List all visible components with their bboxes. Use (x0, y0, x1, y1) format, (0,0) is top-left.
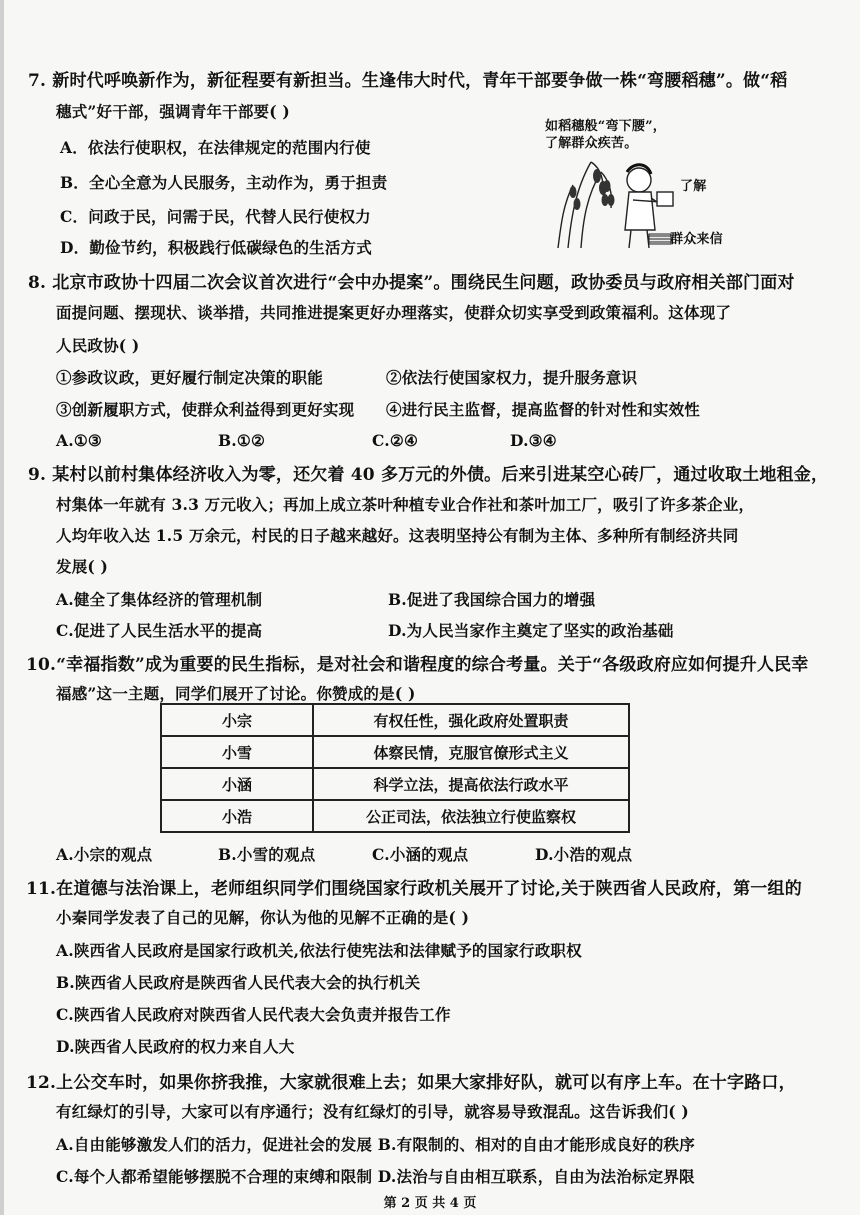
table-cell-name: 小宗 (161, 704, 313, 736)
table-row (161, 704, 629, 736)
q12-stem-line2: 有红绿灯的引导，大家可以有序通行；没有红绿灯的引导，就容易导致混乱。这告诉我们( ) (56, 1102, 689, 1121)
q8-statement-4: ④进行民主监督，提高监督的针对性和实效性 (386, 400, 701, 419)
q11-option-c: C.陕西省人民政府对陕西省人民代表大会负责并报告工作 (56, 1005, 451, 1024)
q8-option-c: C.②④ (372, 431, 419, 450)
table-cell-name: 小浩 (161, 800, 313, 832)
table-row (161, 736, 629, 768)
q9-stem-line3: 人均年收入达 1.5 万余元，村民的日子越来越好。这表明坚持公有制为主体、多种所有制经济共同 (56, 526, 739, 545)
q11-option-b: B.陕西省人民政府是陕西省人民代表大会的执行机关 (56, 973, 421, 992)
q8-option-a: A.①③ (56, 431, 103, 450)
q10-option-d: D.小浩的观点 (535, 845, 633, 864)
q10-option-b: B.小雪的观点 (218, 845, 316, 864)
q9-stem-line1: 9. 某村以前村集体经济收入为零，还欠着 40 多万元的外债。后来引进某空心砖厂，通过收取土地租金， (28, 465, 829, 485)
table-row (161, 800, 629, 832)
table-cell-view: 公正司法，依法独立行使监察权 (313, 800, 629, 832)
q11-stem-line1: 11.在道德与法治课上，老师组织同学们围绕国家行政机关展开了讨论,关于陕西省人民政府，第一组的 (26, 879, 802, 899)
q10-opinion-table (160, 703, 630, 833)
q11-option-d: D.陕西省人民政府的权力来自人大 (56, 1037, 295, 1056)
q8-stem-line1: 8. 北京市政协十四届二次会议首次进行“会中办提案”。围绕民生问题，政协委员与政府相关部门面对 (28, 273, 795, 293)
q7-option-a: A．依法行使职权，在法律规定的范围内行使 (60, 138, 371, 157)
table-row (161, 768, 629, 800)
q7-caption-line2: 了解群众疾苦。 (545, 136, 638, 151)
q10-option-c: C.小涵的观点 (372, 845, 469, 864)
q12-option-a-b: A.自由能够激发人们的活力，促进社会的发展 B.有限制的、相对的自由才能形成良好的秩序 (56, 1135, 695, 1154)
q7-label-understand: 了解 (680, 179, 707, 194)
q10-stem-line1: 10.“幸福指数”成为重要的民生指标，是对社会和谐程度的综合考量。关于“各级政府应如何提升人民幸 (26, 655, 809, 675)
q7-stem-line2: 穗式”好干部，强调青年干部要( ) (56, 102, 290, 121)
q9-option-a: A.健全了集体经济的管理机制 (56, 590, 263, 609)
q8-statement-2: ②依法行使国家权力，提升服务意识 (386, 368, 638, 387)
table-cell-view: 有权任性，强化政府处置职责 (313, 704, 629, 736)
scan-edge (0, 0, 4, 1215)
q10-option-a: A.小宗的观点 (56, 845, 153, 864)
table-cell-view: 科学立法，提高依法行政水平 (313, 768, 629, 800)
q8-statement-3: ③创新履职方式，使群众利益得到更好实现 (56, 400, 355, 419)
q9-option-c: C.促进了人民生活水平的提高 (56, 621, 263, 640)
q7-caption-line1: 如稻穗般“弯下腰”， (545, 119, 666, 134)
q9-option-b: B.促进了我国综合国力的增强 (388, 590, 596, 609)
q12-stem-line1: 12.上公交车时，如果你挤我推，大家就很难上去；如果大家排好队，就可以有序上车。在十字路口， (26, 1073, 796, 1093)
q7-option-d: D．勤俭节约，积极践行低碳绿色的生活方式 (60, 238, 372, 257)
q10-stem-line2: 福感”这一主题，同学们展开了讨论。你赞成的是( ) (56, 684, 416, 703)
q9-stem-line2: 村集体一年就有 3.3 万元收入；再加上成立茶叶种植专业合作社和茶叶加工厂，吸引了许多茶企业， (56, 495, 755, 514)
q7-stem-line1: 7. 新时代呼唤新作为，新征程要有新担当。生逢伟大时代，青年干部要争做一株“弯腰稻穗”。做“稻 (28, 71, 788, 91)
q8-stem-line3: 人民政协( ) (56, 336, 140, 355)
q11-stem-line2: 小秦同学发表了自己的见解，你认为他的见解不正确的是( ) (56, 908, 470, 927)
q11-option-a: A.陕西省人民政府是国家行政机关,依法行使宪法和法律赋予的国家行政职权 (56, 941, 582, 960)
q8-statement-1: ①参政议政，更好履行制定决策的职能 (56, 368, 323, 387)
q8-option-d: D.③④ (510, 431, 557, 450)
q12-option-c-d: C.每个人都希望能够摆脱不合理的束缚和限制 D.法治与自由相互联系，自由为法治标定界限 (56, 1167, 695, 1186)
q7-option-b: B．全心全意为人民服务，主动作为，勇于担责 (60, 173, 388, 192)
table-cell-view: 体察民情，克服官僚形式主义 (313, 736, 629, 768)
q8-stem-line2: 面提问题、摆现状、谈举措，共同推进提案更好办理落实，使群众切实享受到政策福利。这体现了 (56, 303, 732, 322)
q8-option-b: B.①② (218, 431, 266, 450)
table-cell-name: 小雪 (161, 736, 313, 768)
q7-option-c: C．问政于民，问需于民，代替人民行使权力 (60, 207, 371, 226)
table-cell-name: 小涵 (161, 768, 313, 800)
q9-option-d: D.为人民当家作主奠定了坚实的政治基础 (388, 621, 674, 640)
q9-stem-line4: 发展( ) (56, 557, 109, 576)
q7-label-letters: 群众来信 (670, 232, 723, 247)
page-number-footer: 第 2 页 共 4 页 (383, 1196, 477, 1211)
